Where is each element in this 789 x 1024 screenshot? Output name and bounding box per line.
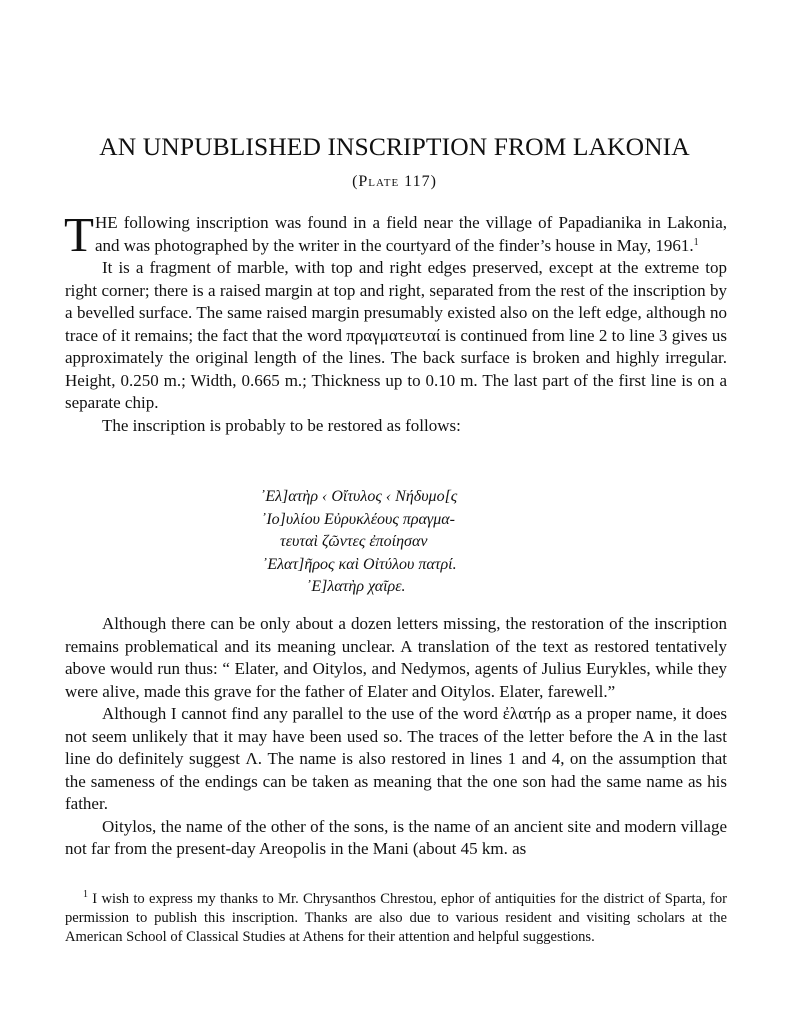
inscription-text	[260, 486, 560, 599]
footnote-marker: 1	[83, 889, 88, 900]
footnote	[65, 890, 727, 947]
inscription-line-2: ᾿Ιο]υλίου Εὐρυκλέους πραγμα-	[261, 510, 455, 528]
footnote-paragraph	[65, 890, 727, 947]
article-title: AN UNPUBLISHED INSCRIPTION FROM LAKONIA	[99, 132, 690, 161]
discussion-paragraph-3: Oitylos, the name of the other of the sons, is the name of an ancient site and modern village not far from the present-day Areopolis in the Mani (about 45 km. as	[65, 816, 727, 858]
discussion-paragraph-1: Although there can be only about a dozen letters missing, the restoration of the inscription remains problematical and its meaning unclear. A translation of the text as restored tentatively above would run thus: “ Elater, and Oitylos, and Nedymos, agents of Julius Eurykles, while they were alive, made this grave for the father of Elater and Oitylos. Elater, farewell.”	[65, 614, 727, 701]
discussion-paragraph-2: Although I cannot find any parallel to the use of the word ἐλατήρ as a proper name, it does not seem unlikely that it may have been used so. The traces of the letter before the A in the last line do definitely suggest Λ. The name is also restored in lines 1 and 4, on the assumption that the sameness of the endings can be taken as meaning that the one son had the same name as his father.	[65, 704, 727, 813]
intro-paragraph-1-text: HE following inscription was found in a field near the village of Papadianika in Lakonia, and was photographed by the writer in the courtyard of the finder’s house in May, 1961.	[94, 213, 727, 255]
intro-paragraph-2: It is a fragment of marble, with top and right edges preserved, except at the extreme top right corner; there is a raised margin at top and right, separated from the rest of the inscription by a bevelled surface. The same raised margin presumably existed also on the left edge, although no trace of it remains; the fact that the word πραγματευταί is continued from line 2 to line 3 gives us approximately the original length of the lines. The back surface is broken and highly irregular. Height, 0.250 m.; Width, 0.665 m.; Thickness up to 0.10 m. The last part of the first line is on a separate chip.	[65, 258, 727, 412]
intro-paragraph-3: The inscription is probably to be restored as follows:	[102, 415, 461, 435]
intro-section	[64, 207, 727, 437]
inscription-line-5: ᾿Ε]λατὴρ χαῖρε.	[306, 578, 406, 595]
footnote-text: I wish to express my thanks to Mr. Chrysanthos Chrestou, ephor of antiquities for the district of Sparta, for permission to publish this inscription. Thanks are also due to various resident and visiting scholars at the American School of Classical Studies at Athens for their attention and helpful suggestions.	[65, 891, 727, 945]
intro-paragraph-1	[64, 207, 727, 262]
plate-reference: (Plate 117)	[352, 173, 437, 190]
inscription-line-4: ᾿Ελατ]ῆρος καὶ Οἰτύλου πατρί.	[262, 555, 457, 573]
inscription-line-3: τευταὶ ζῶντες ἐποίησαν	[280, 533, 428, 550]
discussion-section	[65, 613, 727, 861]
inscription-line-1: ᾿Ελ]ατὴρ ‹ Οἴτυλος ‹ Νήδυμο[ς	[260, 488, 458, 505]
footnote-reference: 1	[693, 236, 699, 248]
drop-cap: T	[64, 207, 94, 262]
